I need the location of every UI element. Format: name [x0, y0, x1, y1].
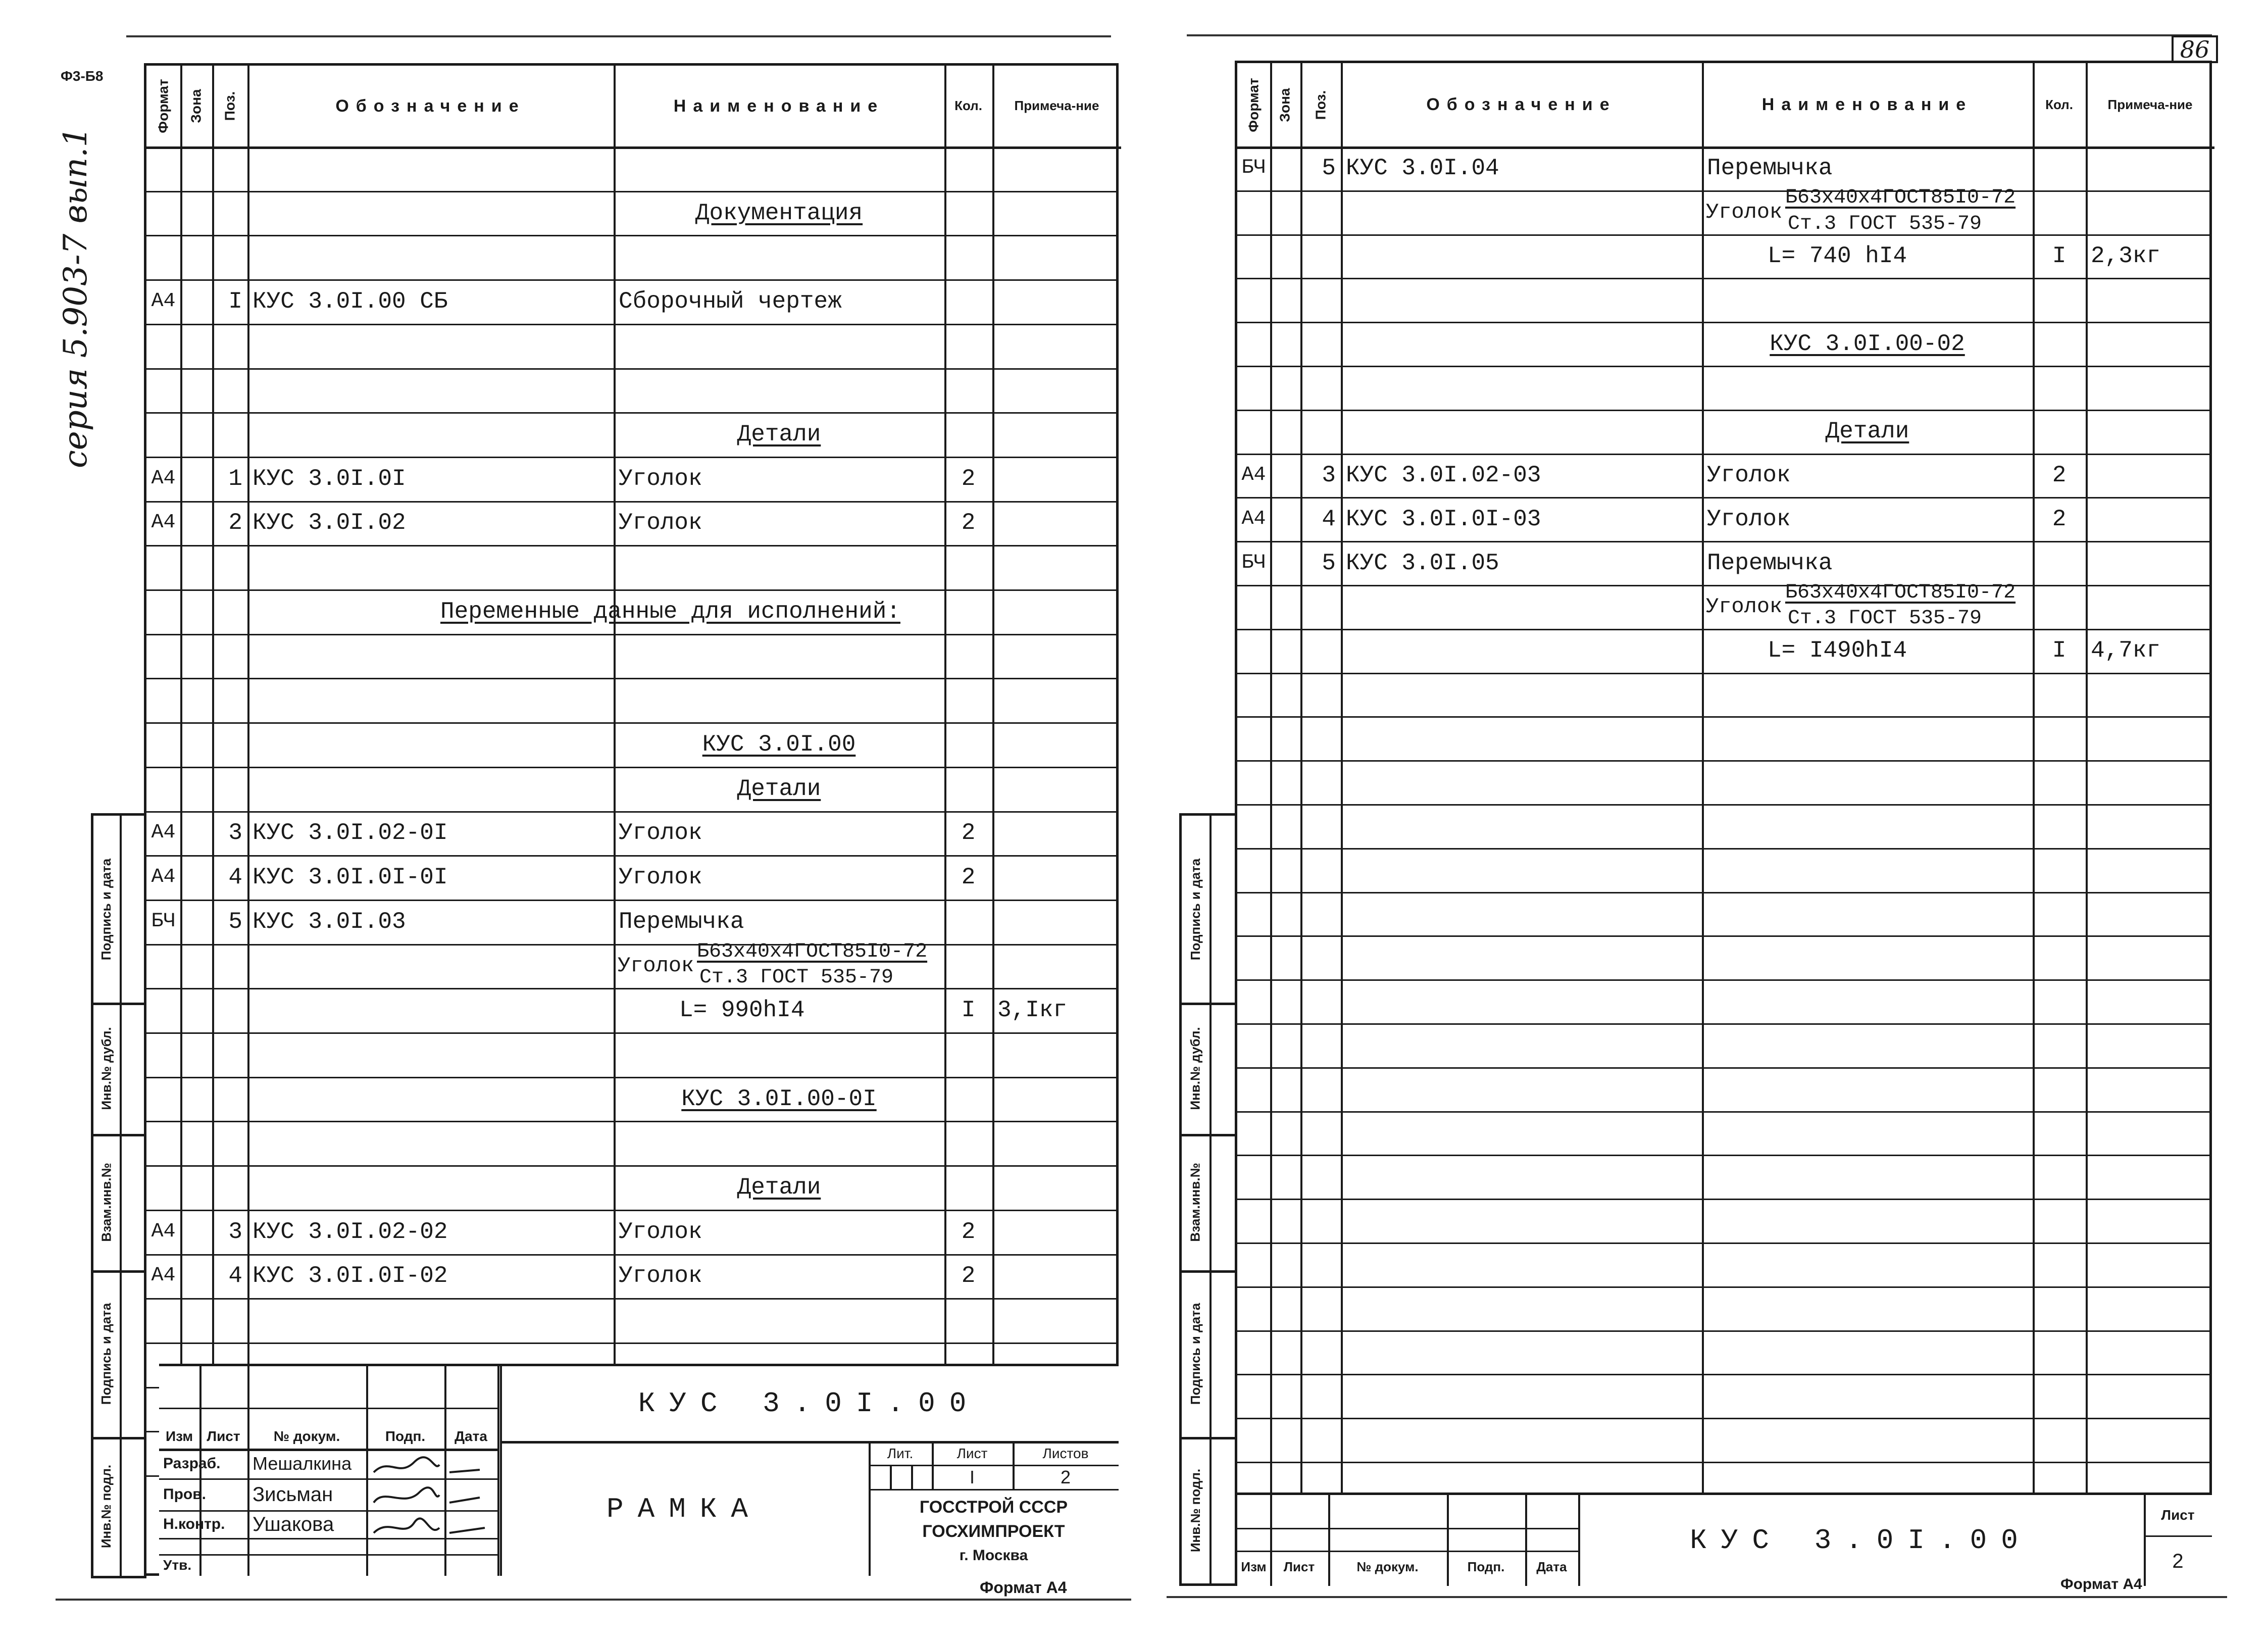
col-divider	[614, 66, 616, 1573]
format-cell: А4	[1241, 507, 1266, 530]
col-docnum: № докум.	[273, 1428, 340, 1444]
row-line	[146, 1342, 1116, 1344]
col-list: Лист	[207, 1428, 240, 1444]
pos-cell: 4	[1322, 506, 1336, 532]
header-format: Формат	[155, 79, 171, 133]
sheet-value: 2	[2172, 1550, 2184, 1572]
sheets-value: 2	[1060, 1467, 1071, 1487]
row-line	[146, 545, 1116, 546]
side-label: Подпись и дата	[1188, 858, 1203, 960]
page-number: 86	[2172, 35, 2218, 63]
col-docnum: № докум.	[1356, 1559, 1419, 1574]
pos-cell: 3	[228, 820, 242, 847]
row-line	[1237, 1330, 2209, 1332]
col-date: Дата	[1536, 1559, 1567, 1574]
format-cell: БЧ	[1241, 551, 1266, 574]
section-heading: Детали	[737, 421, 821, 448]
designation-cell: КУС 3.0I.03	[253, 908, 406, 935]
row-line	[146, 235, 1116, 236]
row-line	[1237, 1023, 2209, 1025]
row-line	[1237, 1199, 2209, 1200]
material-label: Уголок	[1706, 594, 1783, 619]
spec-table	[144, 63, 1119, 1576]
col-divider	[180, 66, 182, 1573]
row-line	[146, 767, 1116, 768]
side-label: Инв.№ подл.	[1188, 1468, 1203, 1552]
row-line	[146, 1298, 1116, 1300]
header-format: Формат	[1245, 77, 1262, 132]
format-cell: А4	[151, 1264, 176, 1287]
format-cell: А4	[151, 511, 176, 534]
qty-cell	[949, 279, 987, 324]
col-divider	[992, 66, 994, 1573]
header-note: Примеча-ние	[1014, 98, 1099, 114]
section-heading: Документация	[695, 200, 863, 226]
mass-note: 2,3кг	[2091, 242, 2161, 269]
designation-cell: КУС 3.0I.04	[1346, 155, 1499, 182]
designation-cell: КУС 3.0I.0I-03	[1346, 506, 1541, 532]
format-cell: А4	[151, 1220, 176, 1243]
designation-cell: КУС 3.0I.02-0I	[253, 820, 448, 847]
section-heading: КУС 3.0I.00-02	[1770, 330, 1965, 357]
row-line	[146, 457, 1116, 458]
row-line	[1237, 804, 2209, 806]
col-izm: Изм	[165, 1428, 193, 1444]
section-heading: КУС 3.0I.00-0I	[681, 1085, 877, 1112]
pos-cell: 5	[1322, 155, 1336, 182]
note-cell	[2091, 497, 2209, 541]
row-line	[1237, 541, 2209, 542]
row-line	[146, 855, 1116, 857]
format-cell: А4	[151, 821, 176, 844]
header-qty: Кол.	[954, 98, 982, 114]
material-steel: Ст.3 ГОСТ 535-79	[1788, 607, 1982, 630]
doc-code: КУС 3.0I.00	[638, 1387, 981, 1420]
note-cell	[997, 1210, 1116, 1254]
col-izm: Изм	[1241, 1559, 1267, 1574]
header-zone: Зона	[188, 89, 204, 123]
mass-note: 3,Iкг	[997, 997, 1068, 1024]
format-cell: А4	[151, 866, 176, 889]
pos-cell: 4	[228, 864, 242, 891]
side-divider	[120, 816, 122, 1576]
org-line-2: ГОСХИМПРОЕКТ	[922, 1522, 1065, 1541]
name-cell: Уголок	[619, 510, 702, 536]
row-line	[1237, 585, 2209, 586]
designation-cell: КУС 3.0I.00 СБ	[253, 288, 448, 315]
col-sign: Подп.	[1467, 1559, 1505, 1574]
name-cell: Уголок	[619, 1263, 702, 1289]
header-pos: Поз.	[222, 91, 237, 121]
row-line	[1237, 1111, 2209, 1113]
row-line	[146, 988, 1116, 989]
qty-cell: 2	[961, 1263, 976, 1289]
col-divider	[944, 66, 946, 1573]
note-cell	[2091, 146, 2209, 190]
name-cell: Уголок	[619, 864, 702, 891]
side-label: Подпись и дата	[1188, 1303, 1203, 1405]
designation-cell: КУС 3.0I.02-03	[1346, 462, 1541, 488]
qty-cell: I	[961, 997, 976, 1024]
side-label: Инв.№ дубл.	[98, 1026, 114, 1110]
qty-cell: 2	[961, 864, 976, 891]
signature-grid	[159, 1366, 497, 1576]
section-heading: Детали	[737, 1174, 821, 1201]
sheet-value: I	[969, 1467, 975, 1487]
row-line	[1237, 1242, 2209, 1244]
side-label: Инв.№ подл.	[98, 1464, 114, 1549]
row-line	[1237, 1286, 2209, 1288]
format-cell: А4	[1241, 463, 1266, 486]
row-line	[146, 944, 1116, 946]
name-cell: Уголок	[619, 465, 702, 492]
material-label: Уголок	[1706, 200, 1783, 225]
row-line	[1237, 673, 2209, 674]
row-line	[1237, 1418, 2209, 1419]
length-value: L= 740 hI4	[1768, 242, 1907, 269]
section-heading-wide: Переменные данные для исполнений:	[440, 598, 900, 625]
note-cell	[997, 1254, 1116, 1299]
corner-mark: Ф3-Б8	[61, 68, 104, 84]
pos-cell: 2	[228, 510, 242, 536]
row-line	[1237, 716, 2209, 718]
name-cell: Перемычка	[1707, 155, 1833, 182]
razrab-label: Разраб.	[163, 1455, 221, 1472]
qty-cell: 2	[961, 1218, 976, 1245]
row-line	[1237, 454, 2209, 455]
note-cell	[997, 900, 1116, 944]
pos-cell: I	[228, 288, 242, 315]
qty-cell: 2	[2052, 506, 2067, 532]
side-label: Инв.№ дубл.	[1188, 1026, 1203, 1110]
nkontr-name: Ушакова	[253, 1513, 334, 1535]
note-cell	[997, 811, 1116, 856]
name-cell: Перемычка	[619, 908, 744, 935]
name-cell: Уголок	[1707, 506, 1791, 532]
row-line	[146, 279, 1116, 281]
name-cell: Сборочный чертеж	[619, 288, 842, 315]
name-cell: Уголок	[1707, 462, 1791, 488]
org-line-1: ГОССТРОЙ СССР	[919, 1498, 1068, 1517]
pos-cell: 4	[228, 1263, 242, 1289]
row-line	[1237, 979, 2209, 981]
sheets-label: Листов	[1042, 1445, 1089, 1461]
row-line	[146, 589, 1116, 591]
designation-cell: КУС 3.0I.0I-02	[253, 1263, 448, 1289]
header-note: Примеча-ние	[2107, 96, 2193, 112]
col-divider	[212, 66, 214, 1573]
material-profile: Б63х40х4ГОСТ85I0-72	[697, 940, 928, 963]
format-cell: А4	[151, 289, 176, 313]
qty-cell	[2038, 541, 2081, 585]
row-line	[1237, 629, 2209, 630]
sheet-label: Лист	[2161, 1507, 2195, 1523]
row-line	[146, 1254, 1116, 1256]
lit-label: Лит.	[887, 1445, 914, 1461]
razrab-name: Мешалкина	[253, 1453, 352, 1474]
pos-cell: 3	[228, 1218, 242, 1245]
note-cell	[997, 279, 1116, 324]
row-line	[146, 501, 1116, 503]
format-cell: БЧ	[151, 910, 176, 933]
row-line	[1237, 410, 2209, 411]
side-label: Подпись и дата	[98, 858, 114, 960]
pos-cell: 5	[228, 908, 242, 935]
qty-cell: 2	[2052, 462, 2067, 488]
row-line	[1237, 848, 2209, 850]
format-cell: А4	[151, 467, 176, 490]
note-cell	[997, 855, 1116, 900]
sheet-label: Лист	[956, 1445, 988, 1461]
note-cell	[997, 501, 1116, 545]
row-line	[146, 324, 1116, 325]
col-date: Дата	[455, 1428, 487, 1444]
material-profile: Б63х40х4ГОСТ85I0-72	[1785, 581, 2016, 604]
row-line	[146, 722, 1116, 724]
qty-cell	[2038, 146, 2081, 190]
title-block	[159, 1364, 1119, 1576]
title-block	[1237, 1492, 2212, 1586]
name-cell: Уголок	[619, 1218, 702, 1245]
row-line	[146, 368, 1116, 370]
prov-name: Зисьман	[253, 1483, 333, 1506]
spec-table	[1235, 61, 2212, 1586]
org-line-3: г. Москва	[959, 1547, 1028, 1564]
material-profile: Б63х40х4ГОСТ85I0-72	[1785, 186, 2016, 210]
qty-cell: I	[2052, 637, 2067, 664]
note-cell	[997, 457, 1116, 501]
row-line	[146, 412, 1116, 414]
row-line	[1237, 760, 2209, 762]
row-line	[146, 1032, 1116, 1034]
row-line	[146, 811, 1116, 813]
doc-title: РАМКА	[606, 1492, 763, 1525]
material-label: Уголок	[618, 954, 694, 978]
row-line	[146, 191, 1116, 192]
row-line	[1237, 1374, 2209, 1375]
header-designation: Обозначение	[335, 96, 526, 116]
mass-note: 4,7кг	[2091, 637, 2161, 664]
designation-cell: КУС 3.0I.05	[1346, 550, 1499, 576]
col-divider	[247, 66, 249, 1573]
row-line	[146, 900, 1116, 901]
header-name: Наименование	[1761, 95, 1973, 114]
row-line	[146, 1077, 1116, 1078]
row-line	[1237, 497, 2209, 499]
side-label: Взам.инв.№	[98, 1162, 114, 1242]
material-steel: Ст.3 ГОСТ 535-79	[699, 966, 894, 989]
name-cell: Перемычка	[1707, 550, 1833, 576]
bottom-edge-line	[56, 1599, 1131, 1601]
header-qty: Кол.	[2045, 96, 2073, 112]
top-edge-line	[1187, 34, 2212, 36]
section-heading: Детали	[1825, 418, 1909, 445]
note-cell	[2091, 541, 2209, 585]
material-steel: Ст.3 ГОСТ 535-79	[1788, 212, 1982, 235]
row-line	[1237, 1067, 2209, 1069]
bottom-edge-line	[1167, 1596, 2227, 1598]
utv-label: Утв.	[163, 1557, 192, 1573]
header-designation: Обозначение	[1426, 95, 1617, 114]
header-zone: Зона	[1277, 87, 1293, 122]
side-stamp	[91, 813, 146, 1578]
signature-marks	[369, 1452, 495, 1573]
length-value: L= 990hI4	[679, 997, 805, 1024]
side-label: Подпись и дата	[98, 1303, 114, 1405]
designation-cell: КУС 3.0I.02-02	[253, 1218, 448, 1245]
format-label: Формат А4	[2060, 1576, 2142, 1593]
pos-cell: 5	[1322, 550, 1336, 576]
row-line	[1237, 935, 2209, 937]
row-line	[146, 1210, 1116, 1211]
qty-cell	[949, 900, 987, 944]
series-note: серия 5.903-7 вып.1	[57, 126, 94, 468]
format-label: Формат А4	[980, 1578, 1067, 1597]
header-pos: Поз.	[1313, 90, 1328, 120]
col-sign: Подп.	[385, 1428, 426, 1444]
row-line	[1237, 892, 2209, 893]
qty-cell: 2	[961, 465, 976, 492]
row-line	[146, 678, 1116, 679]
row-line	[1237, 278, 2209, 279]
length-value: L= I490hI4	[1768, 637, 1907, 664]
row-line	[1237, 322, 2209, 323]
top-edge-line	[126, 35, 1111, 37]
qty-cell: I	[2052, 242, 2067, 269]
row-line	[1237, 1462, 2209, 1463]
prov-label: Пров.	[163, 1486, 206, 1503]
designation-cell: КУС 3.0I.02	[253, 510, 406, 536]
row-line	[146, 1165, 1116, 1167]
nkontr-label: Н.контр.	[163, 1516, 225, 1532]
row-line	[146, 634, 1116, 635]
qty-cell: 2	[961, 820, 976, 847]
designation-cell: КУС 3.0I.0I	[253, 465, 406, 492]
pos-cell: 1	[228, 465, 242, 492]
designation-cell: КУС 3.0I.0I-0I	[253, 864, 448, 891]
row-line	[1237, 190, 2209, 192]
header-name: Наименование	[673, 96, 885, 116]
side-stamp	[1179, 813, 1237, 1586]
section-heading: КУС 3.0I.00	[702, 731, 856, 758]
format-cell: БЧ	[1241, 157, 1266, 180]
name-cell: Уголок	[619, 820, 702, 847]
pos-cell: 3	[1322, 462, 1336, 488]
qty-cell: 2	[961, 510, 976, 536]
doc-code: КУС 3.0I.00	[1690, 1524, 2032, 1557]
row-line	[146, 1121, 1116, 1122]
side-label: Взам.инв.№	[1188, 1162, 1203, 1242]
col-list: Лист	[1283, 1559, 1315, 1574]
note-cell	[2091, 454, 2209, 497]
row-line	[1237, 234, 2209, 236]
section-heading: Детали	[737, 775, 821, 802]
row-line	[1237, 1155, 2209, 1156]
row-line	[1237, 366, 2209, 367]
header-divider	[146, 146, 1121, 149]
